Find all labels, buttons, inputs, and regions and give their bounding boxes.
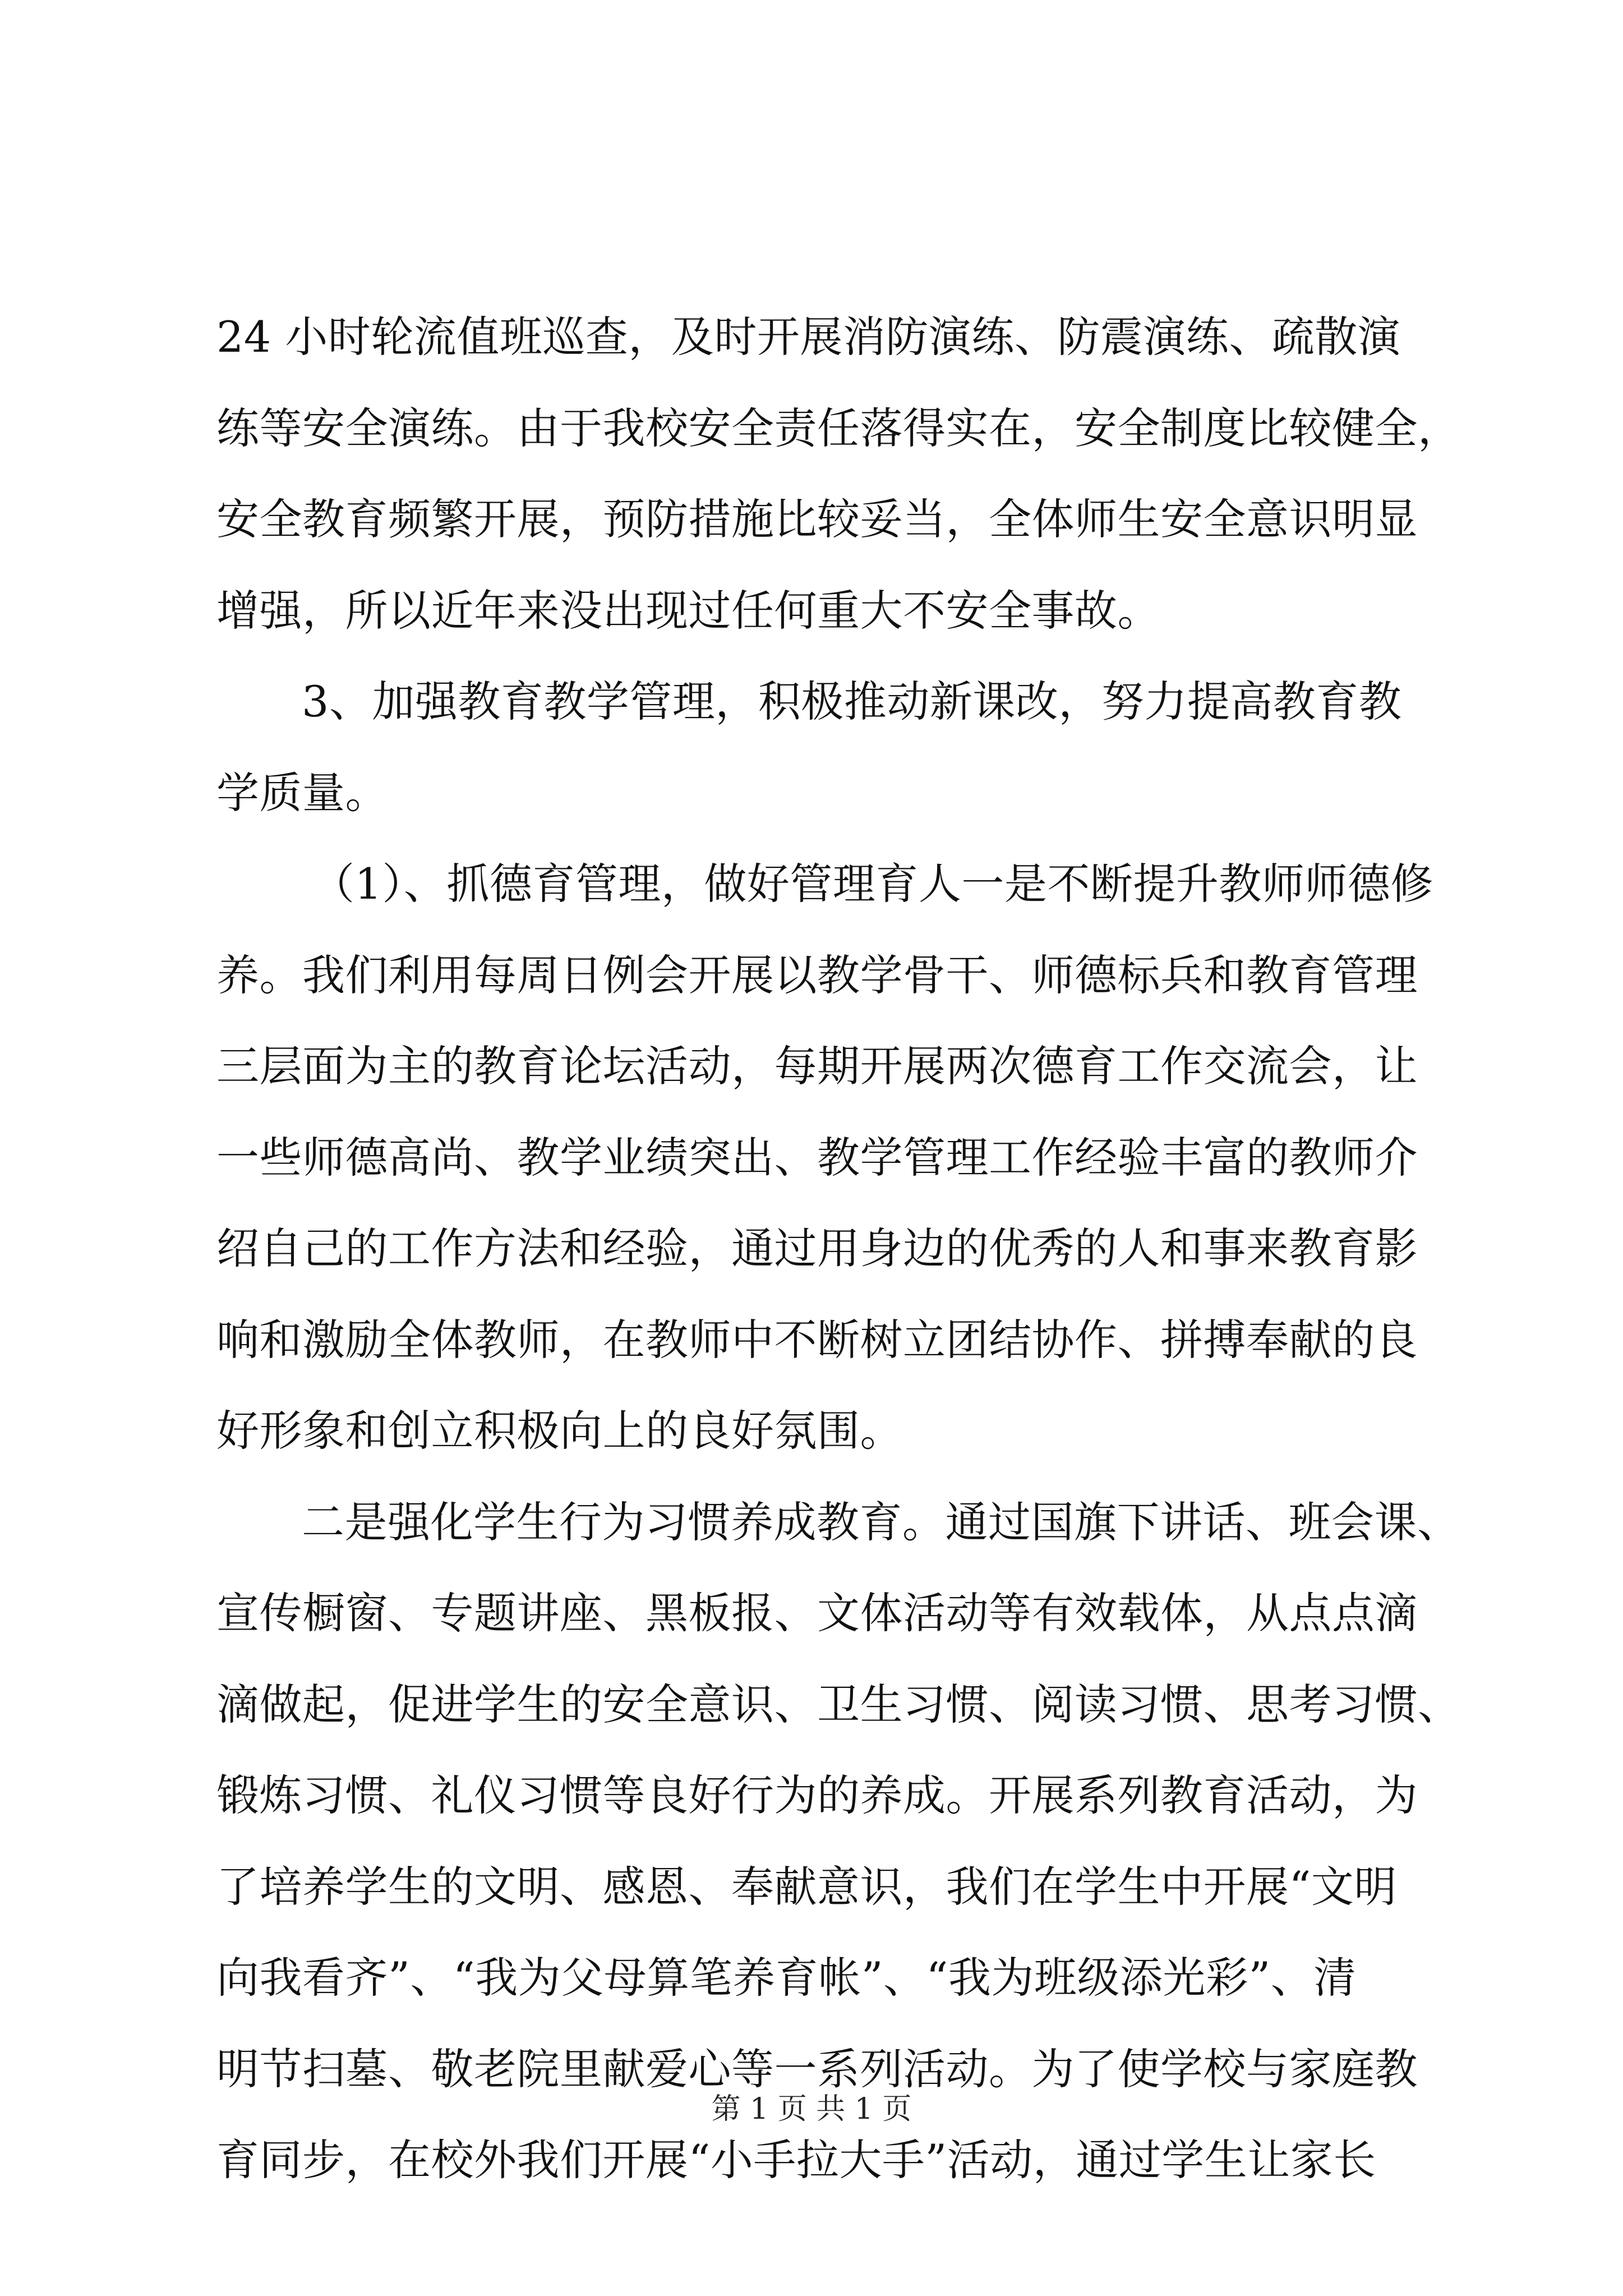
text-line: （1）、抓德育管理，做好管理育人一是不断提升教师师德修 [312,859,1433,909]
text-line: 了培养学生的文明、感恩、奉献意识，我们在学生中开展“文明 [216,1861,1397,1912]
text-line: 增强，所以近年来没出现过任何重大不安全事故。 [216,585,1160,636]
text-line: 好形象和创立积极向上的良好氛围。 [216,1406,903,1456]
text-line: 向我看齐”、“我为父母算笔养育帐”、“我为班级添光彩”、清 [216,1953,1357,2003]
text-line: 宣传橱窗、专题讲座、黑板报、文体活动等有效载体，从点点滴 [216,1588,1418,1638]
text-line: 安全教育频繁开展，预防措施比较妥当，全体师生安全意识明显 [216,494,1418,544]
body-text [216,292,1461,2206]
text-line: 响和激励全体教师，在教师中不断树立团结协作、拼搏奉献的良 [216,1314,1418,1365]
page-footer [0,2087,1623,2132]
text-line: 一些师德高尚、教学业绩突出、教学管理工作经验丰富的教师介 [216,1132,1418,1182]
page-number-label: 第 1 页 共 1 页 [711,2092,912,2126]
text-line: 三层面为主的教育论坛活动，每期开展两次德育工作交流会，让 [216,1041,1418,1091]
text-line: 绍自己的工作方法和经验，通过用身边的优秀的人和事来教育影 [216,1223,1418,1273]
text-line: 锻炼习惯、礼仪习惯等良好行为的养成。开展系列教育活动，为 [216,1770,1418,1820]
text-line: 二是强化学生行为习惯养成教育。通过国旗下讲话、班会课、 [302,1497,1460,1547]
text-line: 养。我们利用每周日例会开展以教学骨干、师德标兵和教育管理 [216,950,1418,1000]
text-line: 明节扫墓、敬老院里献爱心等一系列活动。为了使学校与家庭教 [216,2044,1418,2094]
text-line: 学质量。 [216,767,388,818]
text-line: 练等安全演练。由于我校安全责任落得实在，安全制度比较健全， [216,403,1461,453]
text-line: 24 小时轮流值班巡查，及时开展消防演练、防震演练、疏散演 [216,312,1401,362]
text-line: 育同步，在校外我们开展“小手拉大手”活动，通过学生让家长 [216,2135,1376,2185]
text-line: 3、加强教育教学管理，积极推动新课改，努力提高教育教 [302,677,1402,726]
text-line: 滴做起，促进学生的安全意识、卫生习惯、阅读习惯、思考习惯、 [216,1679,1461,1729]
